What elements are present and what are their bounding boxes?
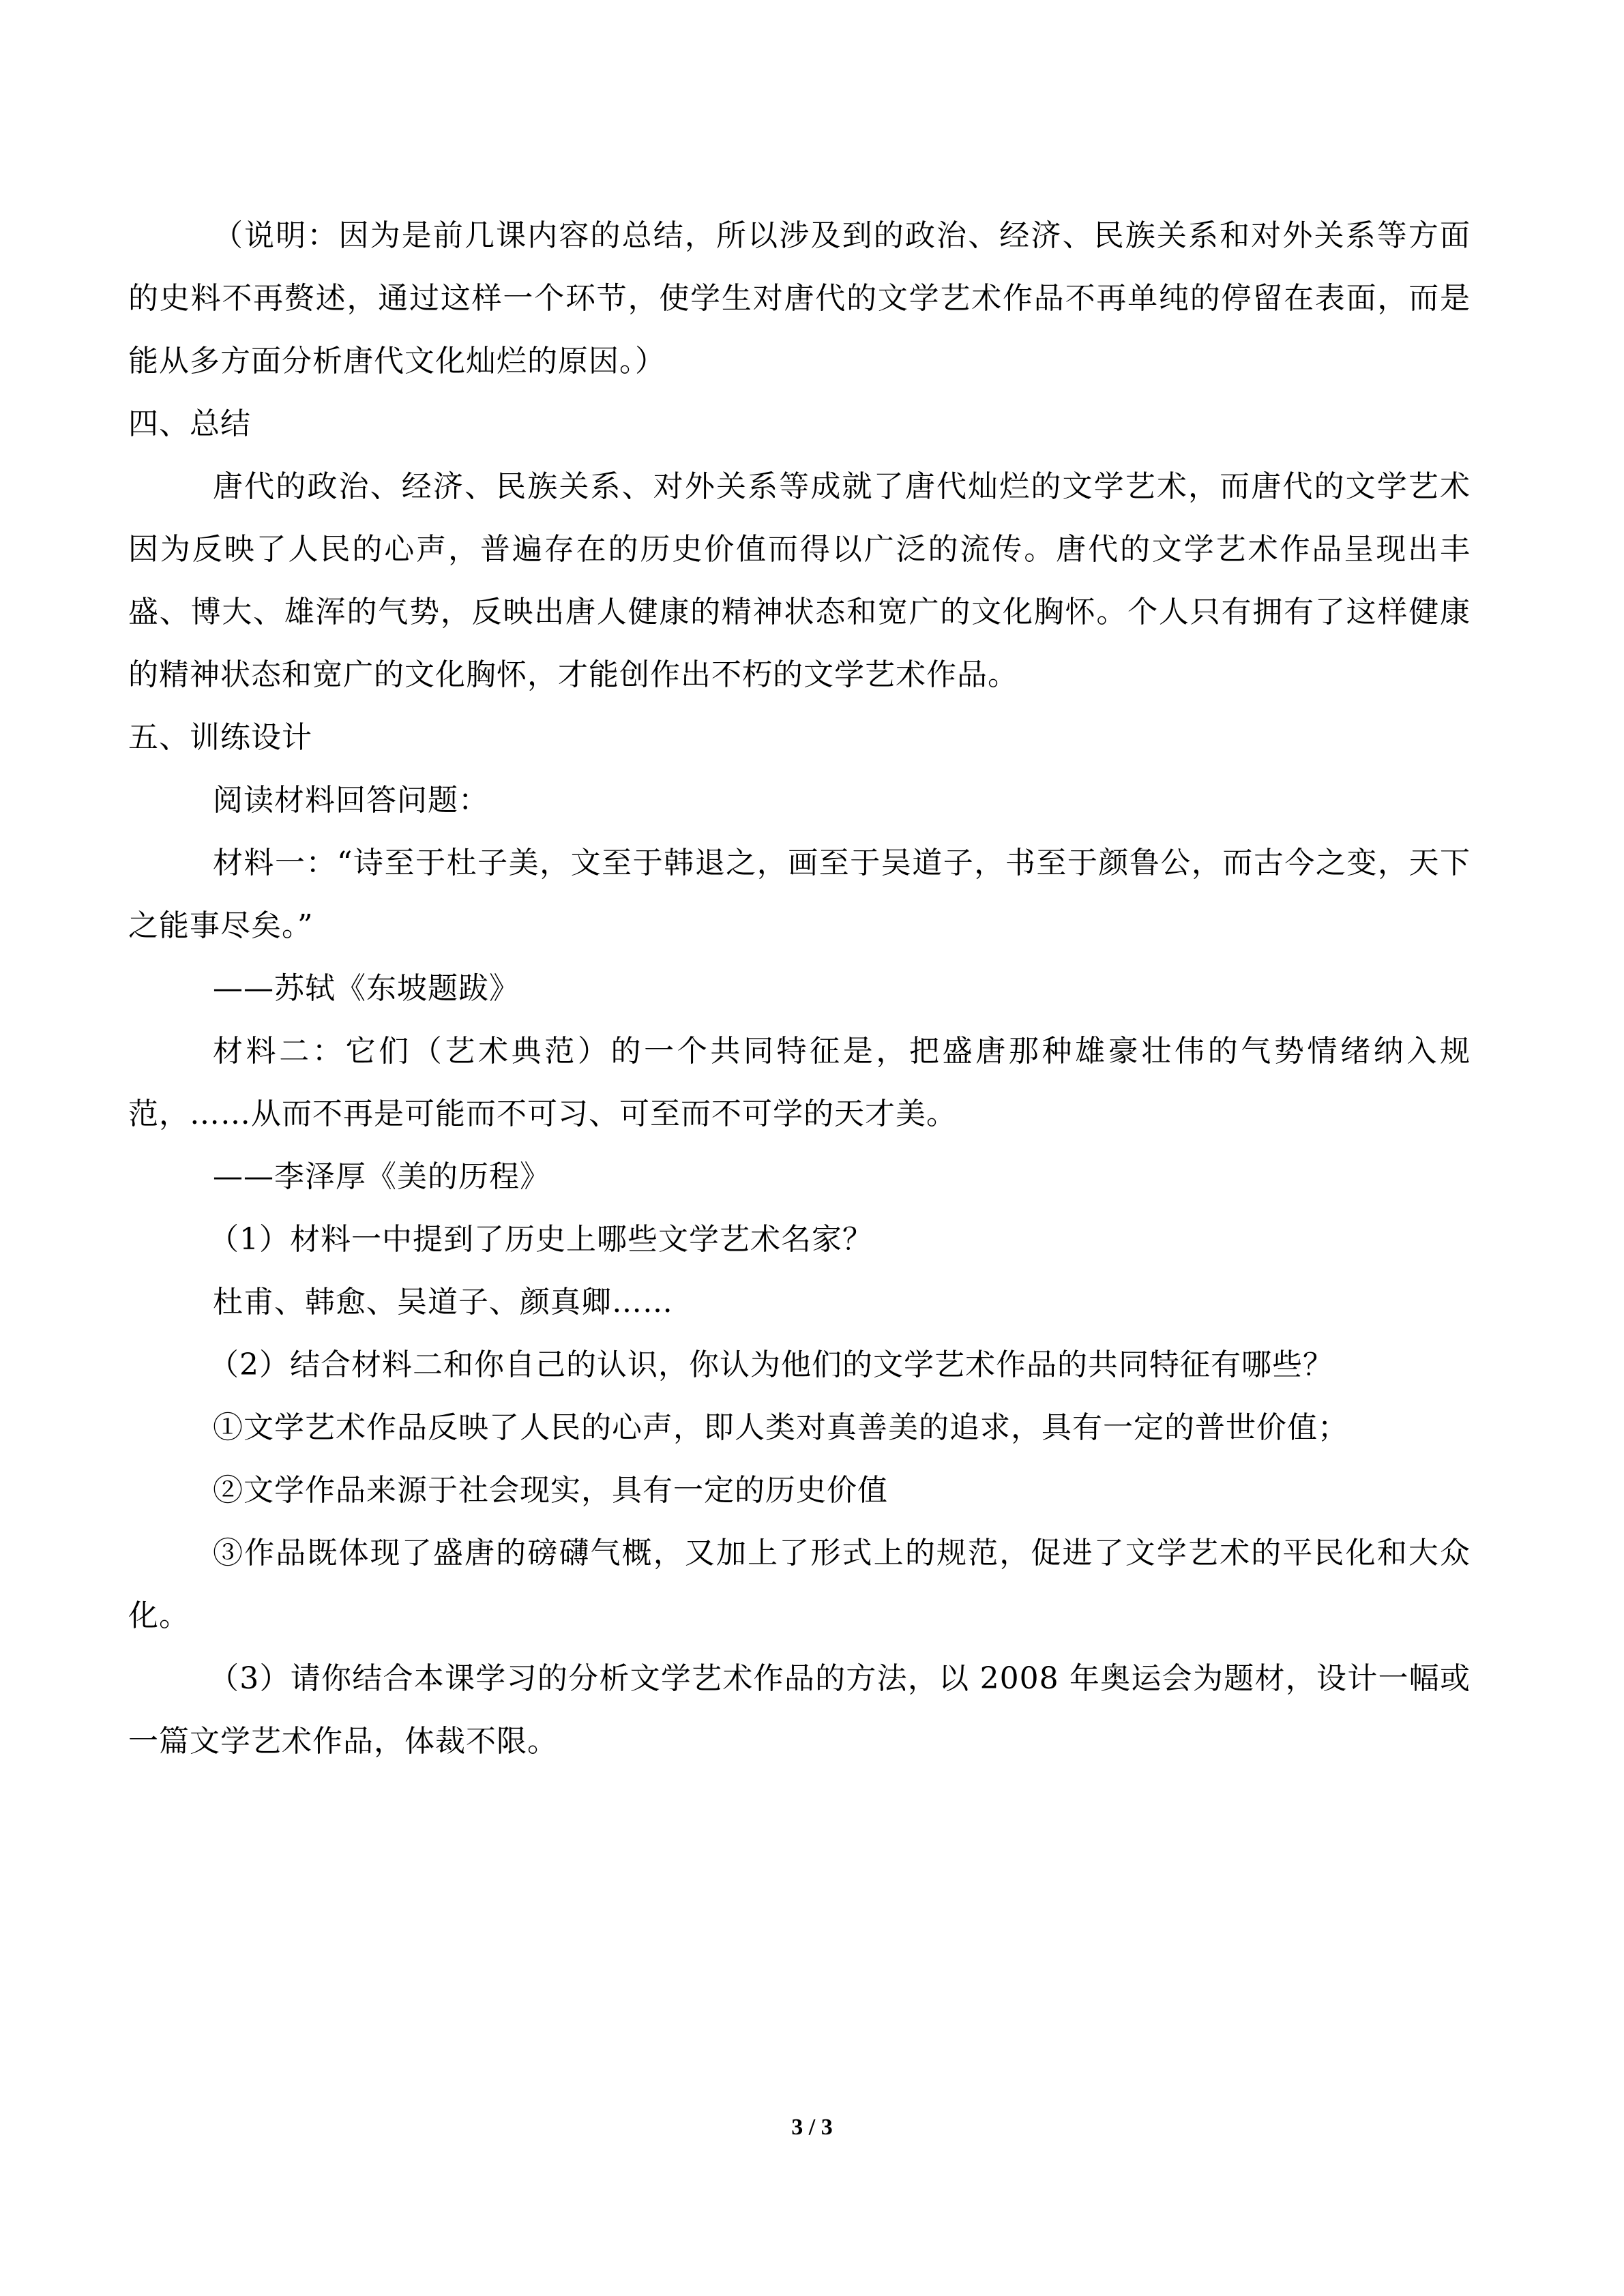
question-one: （1）材料一中提到了历史上哪些文学艺术名家？	[209, 1222, 873, 1257]
answer-one: 杜甫、韩愈、吴道子、颜真卿……	[213, 1285, 673, 1320]
material-one: 材料一：“诗至于杜子美，文至于韩退之，画至于吴道子，书至于颜鲁公，而古今之变，天下之能事尽矣。”	[128, 846, 1471, 943]
document-body	[128, 205, 1471, 1773]
summary-paragraph: 唐代的政治、经济、民族关系、对外关系等成就了唐代灿烂的文学艺术，而唐代的文学艺术因为反映了人民的心声，普遍存在的历史价值而得以广泛的流传。唐代的文学艺术作品呈现出丰盛、博大、雄浑的气势，反映出唐人健康的精神状态和宽广的文化胸怀。个人只有拥有了这样健康的精神状态和宽广的文化胸怀，才能创作出不朽的文学艺术作品。	[128, 469, 1471, 692]
answer-two-point-three: ③作品既体现了盛唐的磅礴气概，又加上了形式上的规范，促进了文学艺术的平民化和大众化。	[128, 1536, 1471, 1633]
material-one-source: ——苏轼《东坡题跋》	[213, 971, 520, 1006]
material-two: 材料二：它们（艺术典范）的一个共同特征是，把盛唐那种雄豪壮伟的气势情绪纳入规范，……从而不再是可能而不可习、可至而不可学的天才美。	[128, 1034, 1471, 1131]
section-heading-summary: 四、总结	[128, 406, 251, 441]
question-three: （3）请你结合本课学习的分析文学艺术作品的方法，以 2008 年奥运会为题材，设计一幅或一篇文学艺术作品，体裁不限。	[128, 1661, 1471, 1759]
material-two-source: ——李泽厚《美的历程》	[213, 1159, 550, 1194]
question-two: （2）结合材料二和你自己的认识，你认为他们的文学艺术作品的共同特征有哪些？	[209, 1347, 1333, 1382]
exercise-intro: 阅读材料回答问题：	[213, 783, 489, 818]
answer-two-point-two: ②文学作品来源于社会现实，具有一定的历史价值	[213, 1473, 888, 1508]
note-paragraph: （说明：因为是前几课内容的总结，所以涉及到的政治、经济、民族关系和对外关系等方面的史料不再赘述，通过这样一个环节，使学生对唐代的文学艺术作品不再单纯的停留在表面，而是能从多方面分析唐代文化灿烂的原因。）	[128, 218, 1471, 378]
section-heading-exercise: 五、训练设计	[128, 720, 312, 755]
page-number: 3 / 3	[791, 2115, 833, 2140]
answer-two-point-one: ①文学艺术作品反映了人民的心声，即人类对真善美的追求，具有一定的普世价值；	[213, 1410, 1348, 1445]
